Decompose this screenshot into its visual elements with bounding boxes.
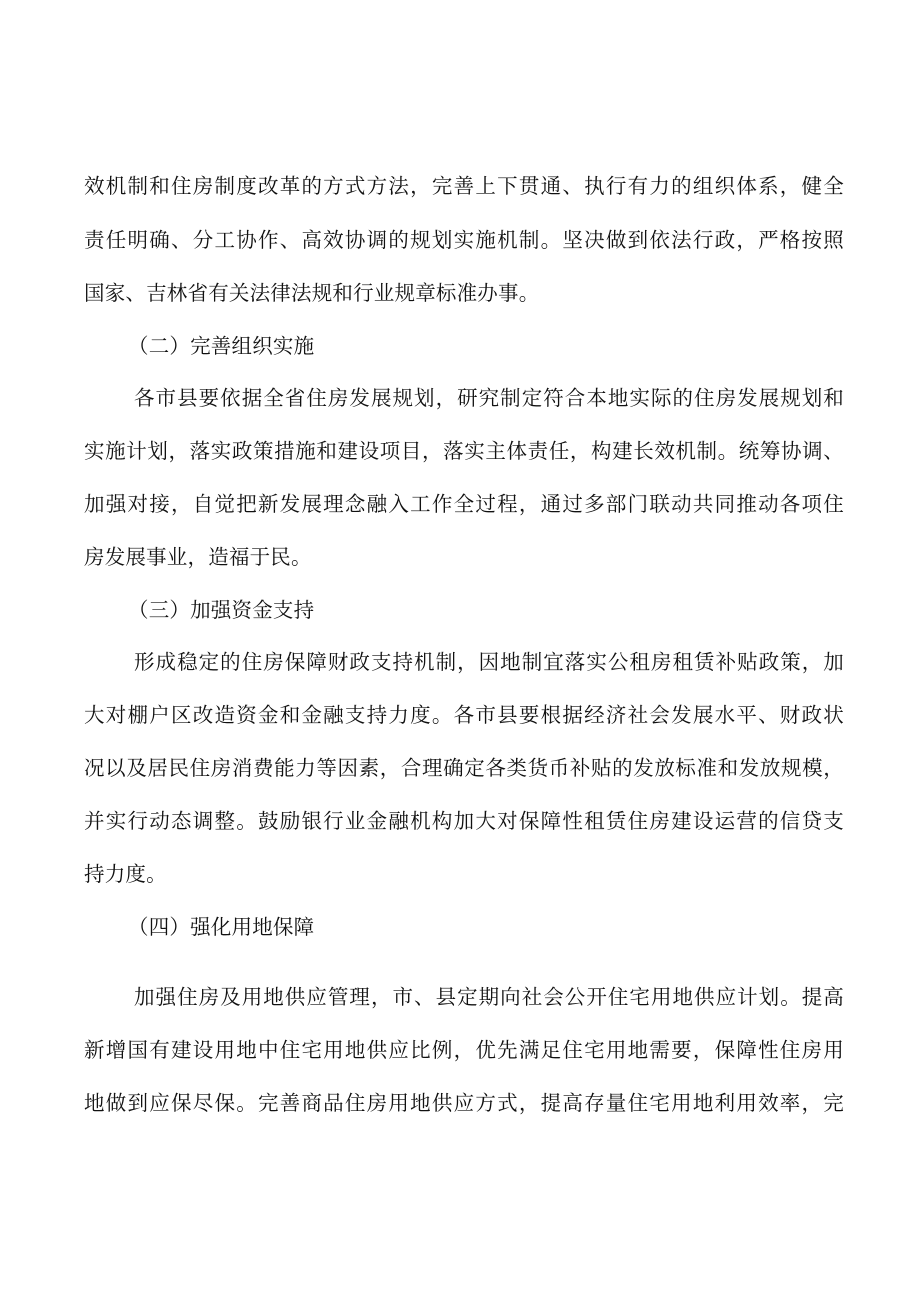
text-line: 房发展事业，造福于民。: [84, 545, 312, 569]
section-heading-2: （二）完善组织实施: [128, 334, 315, 358]
text-line: 持力度。: [84, 862, 167, 886]
text-line: 加强对接，自觉把新发展理念融入工作全过程，通过多部门联动共同推动各项住: [84, 492, 844, 516]
section-heading-3: （三）加强资金支持: [128, 598, 315, 622]
section-heading-4: （四）强化用地保障: [128, 915, 315, 939]
text-line: 各市县要依据全省住房发展规划，研究制定符合本地实际的住房发展规划和: [134, 386, 844, 410]
text-line: 国家、吉林省有关法律法规和行业规章标准办事。: [84, 281, 540, 305]
text-line: 新增国有建设用地中住宅用地供应比例，优先满足住宅用地需要，保障性住房用: [84, 1038, 844, 1062]
text-line: 地做到应保尽保。完善商品住房用地供应方式，提高存量住宅用地利用效率，完: [84, 1091, 844, 1115]
text-line: 形成稳定的住房保障财政支持机制，因地制宜落实公租房租赁补贴政策，加: [134, 650, 844, 674]
text-line: 效机制和住房制度改革的方式方法，完善上下贯通、执行有力的组织体系，健全: [84, 174, 844, 198]
text-line: 责任明确、分工协作、高效协调的规划实施机制。坚决做到依法行政，严格按照: [84, 228, 844, 252]
text-line: 况以及居民住房消费能力等因素，合理确定各类货币补贴的发放标准和发放规模，: [84, 756, 844, 780]
text-line: 实施计划，落实政策措施和建设项目，落实主体责任，构建长效机制。统筹协调、: [84, 439, 844, 463]
text-line: 大对棚户区改造资金和金融支持力度。各市县要根据经济社会发展水平、财政状: [84, 703, 844, 727]
text-line: 并实行动态调整。鼓励银行业金融机构加大对保障性租赁住房建设运营的信贷支: [84, 809, 844, 833]
text-line: 加强住房及用地供应管理，市、县定期向社会公开住宅用地供应计划。提高: [134, 985, 844, 1009]
